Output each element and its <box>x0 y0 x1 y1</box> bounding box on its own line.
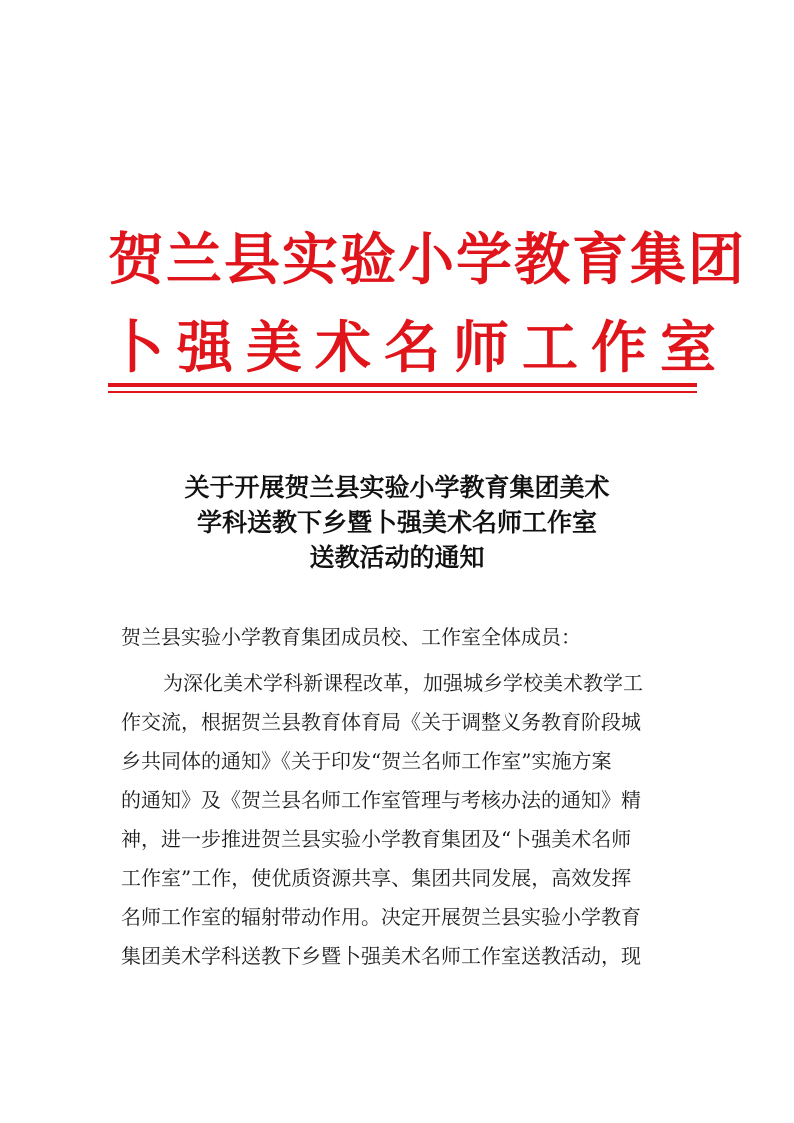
body-line: 作交流，根据贺兰县教育体育局《关于调整义务教育阶段城 <box>121 710 641 734</box>
organization-name-line1: 贺兰县实验小学教育集团 <box>108 228 746 293</box>
body-line: 为深化美术学科新课程改革，加强城乡学校美术教学工 <box>163 671 643 695</box>
body-paragraph <box>121 664 675 976</box>
body-line: 神，进一步推进贺兰县实验小学教育集团及“卜强美术名师 <box>121 827 632 851</box>
body-line: 的通知》及《贺兰县名师工作室管理与考核办法的通知》精 <box>121 788 641 812</box>
header-divider-thick <box>108 383 697 387</box>
organization-name-line2: 卜强美术名师工作室 <box>108 316 729 381</box>
body-line: 工作室”工作，使优质资源共享、集团共同发展，高效发挥 <box>121 866 632 890</box>
document-title <box>100 470 694 575</box>
document-title-line: 学科送教下乡暨卜强美术名师工作室 <box>196 508 597 537</box>
document-title-line: 关于开展贺兰县实验小学教育集团美术 <box>184 473 610 502</box>
salutation: 贺兰县实验小学教育集团成员校、工作室全体成员： <box>121 625 581 649</box>
body-line: 名师工作室的辐射带动作用。决定开展贺兰县实验小学教育 <box>121 905 641 929</box>
header-divider-thin <box>108 391 697 393</box>
document-title-line: 送教活动的通知 <box>309 543 485 572</box>
body-line: 集团美术学科送教下乡暨卜强美术名师工作室送教活动，现 <box>121 944 641 968</box>
body-line: 乡共同体的通知》《关于印发“贺兰名师工作室”实施方案 <box>121 749 612 773</box>
